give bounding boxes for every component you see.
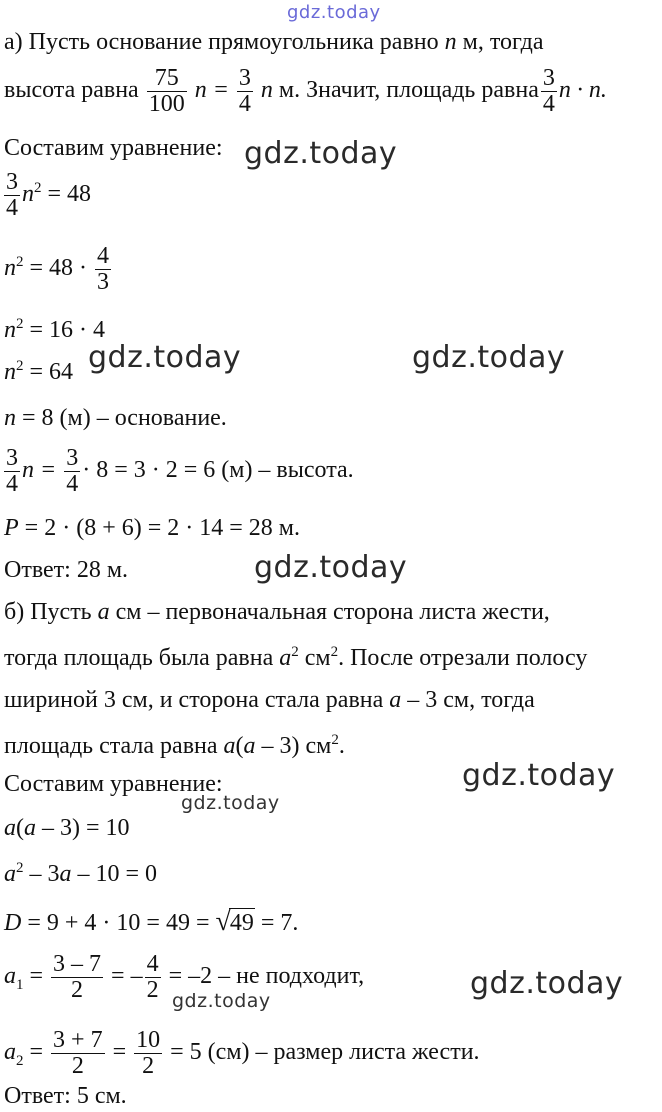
watermark: gdz.today [244,136,398,171]
fraction: $\frac{3}{4}$ [238,65,251,117]
part-a-height-line: высота равна $\frac{75}{100}$ n = $\frac{3}{4}$ n м. Значит, площадь равна $\frac{3}{4}$ n · n. [4,65,607,117]
part-a-eq6: $\frac{3}{4}$ n = $\frac{3}{4}$ · 8 = 3 · 2 = 6 (м) – высота. [6,445,354,497]
fraction: $\frac{3}{4}$ [66,445,79,497]
part-a-eq5: n = 8 (м) – основание. [4,405,227,431]
part-b-strip-line: шириной 3 см, и сторона стала равна a – 3 см, тогда [4,687,535,713]
part-b-discriminant: D = 9 + 4 · 10 = 49 = √49 = 7. [4,906,299,937]
part-a-equation-heading: Составим уравнение: [4,135,223,161]
part-a-intro: а) Пусть основание прямоугольника равно n м, тогда [4,29,544,55]
watermark: gdz.today [254,550,408,585]
fraction: $\frac{3 + 7}{2}$ [53,1027,103,1079]
part-b-answer: Ответ: 5 см. [4,1083,127,1109]
watermark-small: gdz.today [172,990,271,1012]
watermark-top: gdz.today [287,2,381,23]
part-b-root1: $a_1$ = $\frac{3 - 7}{2}$ = – $\frac{4}{2}$ = –2 – не подходит, [4,951,365,1003]
watermark: gdz.today [470,966,624,1001]
part-a-eq3: $n^2 = 16 \cdot 4$ [4,316,106,343]
fraction: $\frac{3}{4}$ [542,65,555,117]
fraction: $\frac{75}{100}$ [148,65,185,117]
part-a-answer: Ответ: 28 м. [4,557,129,583]
part-b-intro: б) Пусть a см – первоначальная сторона листа жести, [4,599,550,625]
watermark: gdz.today [412,340,566,375]
part-b-equation-heading: Составим уравнение: [4,771,223,797]
fraction: $\frac{3 - 7}{2}$ [53,951,102,1003]
part-b-new-area-line: площадь стала равна a(a – 3) $см^2$. [4,732,345,759]
watermark: gdz.today [462,758,616,793]
fraction: $\frac{4}{3}$ [97,243,110,295]
part-b-root2: $a_2$ = $\frac{3 + 7}{2}$ = $\frac{10}{2}$ = 5 (см) – размер листа жести. [4,1027,480,1079]
fraction: $\frac{3}{4}$ [6,169,18,221]
watermark-small: gdz.today [181,792,280,814]
watermark: gdz.today [88,340,242,375]
part-a-eq7: P = 2 · (8 + 6) = 2 · 14 = 28 м. [4,515,300,541]
fraction: $\frac{3}{4}$ [6,445,18,497]
part-b-area-line: тогда площадь была равна $a^2$ $см^2$. После отрезали полосу [4,644,588,671]
part-a-eq1: $\frac{3}{4}$ $n^2 = 48$ [6,169,92,221]
fraction: $\frac{10}{2}$ [136,1027,161,1079]
fraction: $\frac{4}{2}$ [146,951,159,1003]
part-a-eq2: $n^2 = 48$ · $\frac{4}{3}$ [4,243,110,295]
part-b-eq2: $a^2 - 3a - 10 = 0$ [4,860,158,887]
part-b-eq1: a(a – 3) = 10 [4,815,130,841]
part-a-eq4: $n^2 = 64$ [4,358,74,385]
